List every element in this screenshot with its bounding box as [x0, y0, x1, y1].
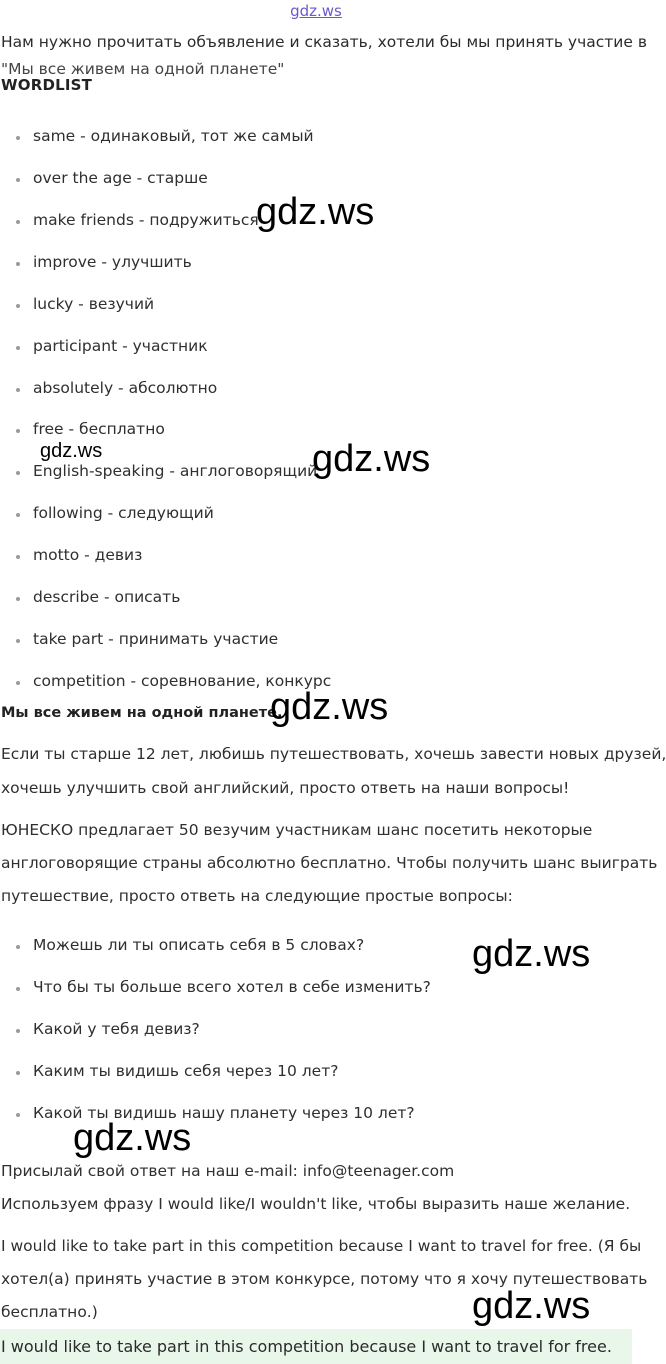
- bullet-dot: [16, 471, 20, 475]
- bullet-dot: [16, 597, 20, 601]
- answer-paragraph-line: хотел(а) принять участие в этом конкурсе, потому что я хочу путешествовать: [1, 1270, 648, 1288]
- translation-paragraph-line: Если ты старше 12 лет, любишь путешествовать, хочешь завести новых друзей,: [1, 745, 666, 763]
- watermark-logo: gdz.ws: [472, 1285, 591, 1327]
- bullet-dot: [16, 136, 20, 140]
- intro-text: Нам нужно прочитать объявление и сказать, хотели бы мы принять участие в: [1, 33, 647, 51]
- wordlist-heading: WORDLIST: [1, 76, 93, 94]
- wordlist-item: following - следующий: [33, 504, 214, 522]
- wordlist-item: lucky - везучий: [33, 295, 155, 313]
- watermark-logo: gdz.ws: [312, 438, 431, 480]
- watermark-logo-small: gdz.ws: [40, 440, 103, 462]
- answer-instruction: Используем фразу I would like/I wouldn't like, чтобы выразить наше желание.: [1, 1195, 631, 1213]
- bullet-dot: [16, 388, 20, 392]
- answer-paragraph-line: I would like to take part in this competition because I want to travel for free. (Я бы: [1, 1237, 642, 1255]
- question-item: Каким ты видишь себя через 10 лет?: [33, 1062, 339, 1080]
- wordlist-item: make friends - подружиться: [33, 211, 259, 229]
- wordlist-item: motto - девиз: [33, 546, 143, 564]
- watermark-logo: gdz.ws: [256, 191, 375, 233]
- question-item: Что бы ты больше всего хотел в себе изменить?: [33, 978, 431, 996]
- wordlist-item: improve - улучшить: [33, 253, 192, 271]
- question-item: Какой ты видишь нашу планету через 10 лет?: [33, 1104, 415, 1122]
- translation-paragraph-line: ЮНЕСКО предлагает 50 везучим участникам шанс посетить некоторые: [1, 821, 593, 839]
- wordlist-item: over the age - старше: [33, 169, 208, 187]
- bullet-dot: [16, 945, 20, 949]
- watermark-logo: gdz.ws: [73, 1117, 192, 1159]
- bullet-dot: [16, 262, 20, 266]
- bullet-dot: [16, 178, 20, 182]
- wordlist-item: absolutely - абсолютно: [33, 379, 218, 397]
- bullet-dot: [16, 429, 20, 433]
- translation-paragraph-line: путешествие, просто ответь на следующие простые вопросы:: [1, 887, 513, 905]
- wordlist-item: English-speaking - англоговорящий: [33, 462, 318, 480]
- watermark-logo: gdz.ws: [270, 686, 389, 728]
- question-item: Можешь ли ты описать себя в 5 словах?: [33, 936, 365, 954]
- watermark-logo: gdz.ws: [472, 933, 591, 975]
- bullet-dot: [16, 1029, 20, 1033]
- wordlist-item: take part - принимать участие: [33, 630, 279, 648]
- wordlist-item: describe - описать: [33, 588, 181, 606]
- wordlist-item: same - одинаковый, тот же самый: [33, 127, 314, 145]
- translation-title: Мы все живем на одной планете.: [1, 705, 283, 721]
- bullet-dot: [16, 987, 20, 991]
- bullet-dot: [16, 681, 20, 685]
- translation-paragraph-line: хочешь улучшить свой английский, просто ответь на наши вопросы!: [1, 779, 570, 797]
- bullet-dot: [16, 1071, 20, 1075]
- answer-paragraph-line: бесплатно.): [1, 1303, 98, 1321]
- wordlist-item: competition - соревнование, конкурс: [33, 672, 332, 690]
- bullet-dot: [16, 1113, 20, 1117]
- bullet-dot: [16, 220, 20, 224]
- top-watermark[interactable]: gdz.ws: [290, 2, 342, 20]
- bullet-dot: [16, 513, 20, 517]
- bullet-dot: [16, 304, 20, 308]
- bullet-dot: [16, 346, 20, 350]
- question-item: Какой у тебя девиз?: [33, 1020, 200, 1038]
- bullet-dot: [16, 639, 20, 643]
- intro-clipped-line: "Мы все живем на одной планете": [1, 60, 285, 78]
- email-line: Присылай свой ответ на наш e-mail: info@teenager.com: [1, 1162, 455, 1180]
- wordlist-item: free - бесплатно: [33, 420, 165, 438]
- translation-paragraph-line: англоговорящие страны абсолютно бесплатно. Чтобы получить шанс выиграть: [1, 854, 658, 872]
- bullet-dot: [16, 555, 20, 559]
- final-answer: I would like to take part in this competition because I want to travel for free.: [1, 1337, 612, 1356]
- wordlist-item: participant - участник: [33, 337, 208, 355]
